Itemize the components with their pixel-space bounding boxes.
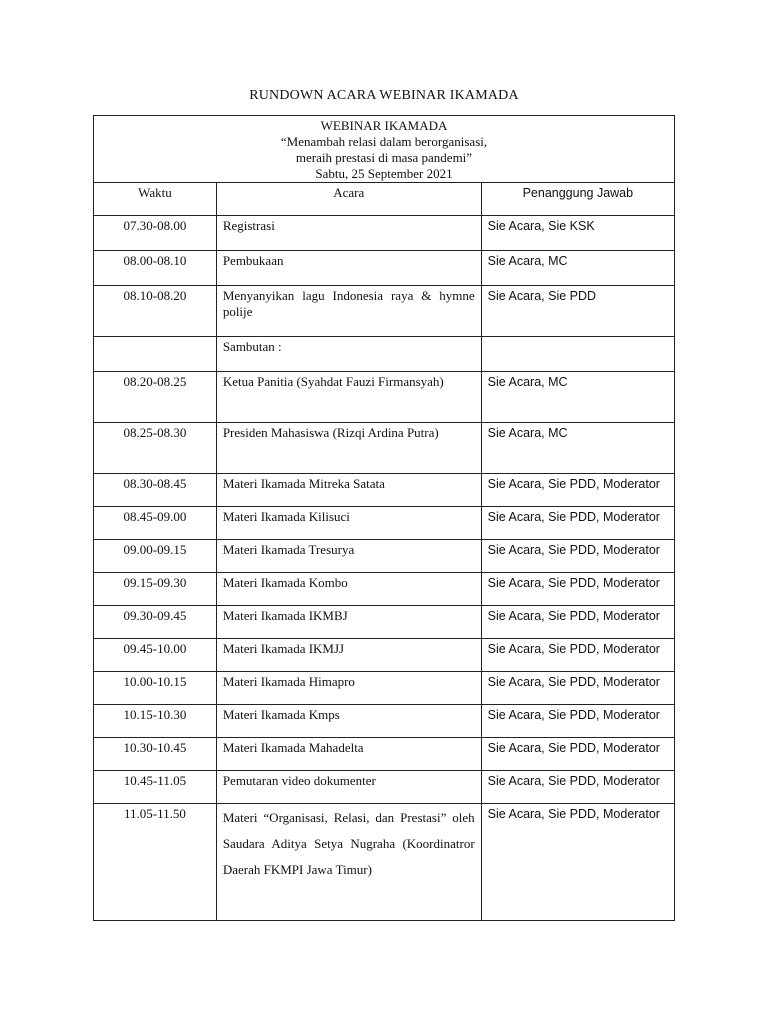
event-cell: Materi Ikamada Kmps <box>216 705 481 738</box>
event-name: WEBINAR IKAMADA <box>320 118 448 133</box>
time-cell: 08.20-08.25 <box>94 372 217 423</box>
column-header-event: Acara <box>216 183 481 216</box>
event-cell: Pemutaran video dokumenter <box>216 771 481 804</box>
pic-cell: Sie Acara, Sie PDD, Moderator <box>481 474 674 507</box>
event-cell: Menyanyikan lagu Indonesia raya & hymne polije <box>216 286 481 337</box>
time-cell: 09.30-09.45 <box>94 606 217 639</box>
table-row <box>94 738 675 771</box>
time-cell: 11.05-11.50 <box>94 804 217 921</box>
event-cell: Materi Ikamada Tresurya <box>216 540 481 573</box>
pic-cell: Sie Acara, Sie PDD, Moderator <box>481 507 674 540</box>
event-theme-line2: meraih prestasi di masa pandemi” <box>295 150 473 165</box>
event-cell: Materi Ikamada Himapro <box>216 672 481 705</box>
table-row <box>94 639 675 672</box>
table-row <box>94 251 675 286</box>
table-row <box>94 216 675 251</box>
pic-cell: Sie Acara, Sie PDD, Moderator <box>481 573 674 606</box>
pic-cell: Sie Acara, Sie PDD, Moderator <box>481 771 674 804</box>
time-cell: 09.45-10.00 <box>94 639 217 672</box>
time-cell: 09.00-09.15 <box>94 540 217 573</box>
time-cell: 08.25-08.30 <box>94 423 217 474</box>
event-cell: Materi Ikamada IKMJJ <box>216 639 481 672</box>
event-cell: Registrasi <box>216 216 481 251</box>
pic-cell: Sie Acara, MC <box>481 251 674 286</box>
pic-cell: Sie Acara, Sie PDD <box>481 286 674 337</box>
time-cell: 10.45-11.05 <box>94 771 217 804</box>
table-row <box>94 771 675 804</box>
pic-cell <box>481 337 674 372</box>
event-header-cell <box>94 116 675 183</box>
pic-cell: Sie Acara, Sie PDD, Moderator <box>481 738 674 771</box>
document-title: RUNDOWN ACARA WEBINAR IKAMADA <box>249 88 519 103</box>
rundown-table <box>93 115 675 921</box>
event-date: Sabtu, 25 September 2021 <box>315 166 453 181</box>
column-header-time: Waktu <box>94 183 217 216</box>
table-row <box>94 606 675 639</box>
event-theme-line1: “Menambah relasi dalam berorganisasi, <box>280 134 488 149</box>
column-header-pic: Penanggung Jawab <box>481 183 674 216</box>
event-cell: Pembukaan <box>216 251 481 286</box>
pic-cell: Sie Acara, MC <box>481 372 674 423</box>
time-cell: 10.15-10.30 <box>94 705 217 738</box>
time-cell: 08.10-08.20 <box>94 286 217 337</box>
time-cell: 08.00-08.10 <box>94 251 217 286</box>
pic-cell: Sie Acara, MC <box>481 423 674 474</box>
table-row <box>94 474 675 507</box>
time-cell: 07.30-08.00 <box>94 216 217 251</box>
column-header-row <box>94 183 675 216</box>
time-cell: 09.15-09.30 <box>94 573 217 606</box>
time-cell: 08.30-08.45 <box>94 474 217 507</box>
pic-cell: Sie Acara, Sie PDD, Moderator <box>481 540 674 573</box>
table-row <box>94 337 675 372</box>
table-row <box>94 286 675 337</box>
time-cell: 10.30-10.45 <box>94 738 217 771</box>
time-cell: 10.00-10.15 <box>94 672 217 705</box>
table-row <box>94 372 675 423</box>
table-row <box>94 423 675 474</box>
pic-cell: Sie Acara, Sie PDD, Moderator <box>481 705 674 738</box>
event-cell: Ketua Panitia (Syahdat Fauzi Firmansyah) <box>216 372 481 423</box>
pic-cell: Sie Acara, Sie PDD, Moderator <box>481 672 674 705</box>
table-header-block <box>94 116 675 183</box>
event-cell: Materi Ikamada Kilisuci <box>216 507 481 540</box>
pic-cell: Sie Acara, Sie PDD, Moderator <box>481 804 674 921</box>
event-cell: Sambutan : <box>216 337 481 372</box>
event-cell: Presiden Mahasiswa (Rizqi Ardina Putra) <box>216 423 481 474</box>
event-cell: Materi Ikamada Mahadelta <box>216 738 481 771</box>
table-row <box>94 540 675 573</box>
event-cell: Materi “Organisasi, Relasi, dan Prestasi” oleh Saudara Aditya Setya Nugraha (Koordinatror Daerah FKMPI Jawa Timur) <box>216 804 481 921</box>
table-row <box>94 573 675 606</box>
table-row <box>94 705 675 738</box>
event-cell: Materi Ikamada Kombo <box>216 573 481 606</box>
time-cell: 08.45-09.00 <box>94 507 217 540</box>
pic-cell: Sie Acara, Sie PDD, Moderator <box>481 639 674 672</box>
event-cell: Materi Ikamada IKMBJ <box>216 606 481 639</box>
pic-cell: Sie Acara, Sie PDD, Moderator <box>481 606 674 639</box>
pic-cell: Sie Acara, Sie KSK <box>481 216 674 251</box>
table-row <box>94 804 675 921</box>
event-cell: Materi Ikamada Mitreka Satata <box>216 474 481 507</box>
table-row <box>94 672 675 705</box>
time-cell <box>94 337 217 372</box>
table-row <box>94 507 675 540</box>
